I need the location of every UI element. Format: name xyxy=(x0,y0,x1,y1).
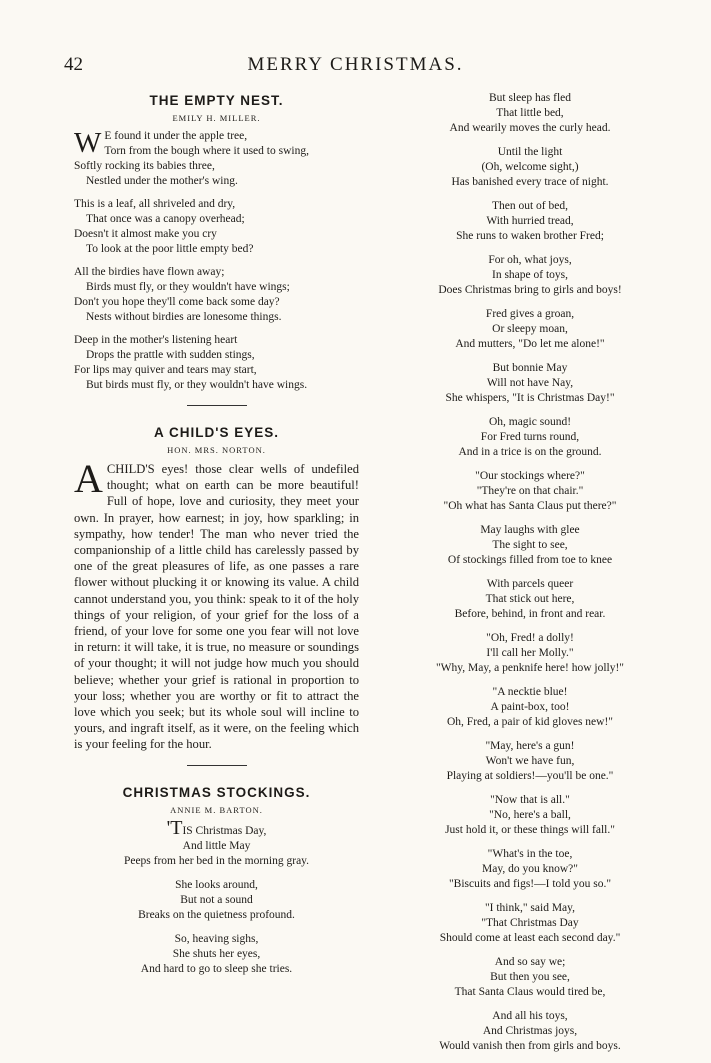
verse-line: Then out of bed, xyxy=(491,200,568,212)
verse-line: "A necktie blue! xyxy=(492,686,568,698)
verse-line: But sleep has fled xyxy=(488,92,572,104)
verse-line: Peeps from her bed in the morning gray. xyxy=(123,854,310,867)
stanza xyxy=(410,955,650,1000)
section-divider xyxy=(187,405,247,406)
verse-line: "Our stockings where?" xyxy=(475,470,585,482)
verse-line: Breaks on the quietness profound. xyxy=(138,908,295,921)
verse-line: She whispers, "It is Christmas Day!" xyxy=(445,392,615,404)
stanza xyxy=(410,739,650,784)
poem-title-empty-nest: THE EMPTY NEST. xyxy=(149,93,284,108)
verse-line: With parcels queer xyxy=(486,578,574,590)
verse-line: Should come at least each second day." xyxy=(439,932,621,944)
stanza xyxy=(410,523,650,568)
verse-line: That stick out here, xyxy=(485,593,575,605)
poem-christmas-stockings-part1 xyxy=(74,816,359,977)
stanza xyxy=(410,415,650,460)
verse-line: Would vanish then from girls and boys. xyxy=(439,1040,621,1052)
verse-line: And so say we; xyxy=(494,956,566,968)
section-divider xyxy=(187,765,247,766)
verse-line: And in a trice is on the ground. xyxy=(458,446,602,458)
author-empty-nest: EMILY H. MILLER. xyxy=(172,113,261,123)
verse-line: The sight to see, xyxy=(492,539,568,551)
stanza xyxy=(410,361,650,406)
page-header xyxy=(0,54,711,78)
drop-cap: 'T xyxy=(166,816,183,839)
verse-line: Softly rocking its babies three, xyxy=(74,160,215,172)
poem-title-christmas-stockings: CHRISTMAS STOCKINGS. xyxy=(122,784,311,800)
verse-line: And little May xyxy=(182,839,251,852)
left-column xyxy=(74,92,359,986)
running-title: MERRY CHRISTMAS. xyxy=(247,54,464,75)
verse-line: And Christmas joys, xyxy=(482,1025,578,1037)
essay-text: CHILD'S eyes! those clear wells of undefiled thought; what on earth can be more beautiful! Full of hope, love and curiosity, they meet your own. In prayer, how earnest; in joy, how sparkling; in sympathy, how tender! The man who never tried the companionship of a little child has carelessly passed by one of the great pleasures of life, as one passes a rare flower without plucking it or knowing its value. A child cannot understand you, you think: speak to it of the holy things of your religion, of your grief for the loss of a friend, of your love for some one you fear will not love in return: it will take, it is true, no measure or soundings of your thought; it will not judge how much you should believe; whether your grief is rational in proportion to your loss; whether you are worthy or fit to attract the love which you seek; but its whole soul will incline to yours, and ingraft itself, as it were, on the feeling which is your feeling for the hour. xyxy=(74,462,359,752)
verse-line: For Fred turns round, xyxy=(480,431,580,443)
stanza xyxy=(410,685,650,730)
stanza xyxy=(74,878,359,923)
verse-line: "Why, May, a penknife here! how jolly!" xyxy=(435,662,624,674)
essay-childs-eyes xyxy=(74,456,359,753)
verse-line: And all his toys, xyxy=(492,1010,568,1022)
verse-line: Don't you hope they'll come back some day? xyxy=(74,296,280,308)
stanza xyxy=(74,129,359,189)
stanza xyxy=(410,307,650,352)
verse-line: Until the light xyxy=(497,146,563,158)
stanza xyxy=(410,631,650,676)
verse-line: A paint-box, too! xyxy=(490,701,570,713)
verse-line: In shape of toys, xyxy=(491,269,568,281)
stanza xyxy=(410,91,650,136)
poem-empty-nest xyxy=(74,129,359,393)
stanza xyxy=(410,901,650,946)
verse-line: She looks around, xyxy=(175,878,258,891)
verse-line: Has banished every trace of night. xyxy=(451,176,609,188)
verse-line: She runs to waken brother Fred; xyxy=(456,230,604,242)
verse-line: That Santa Claus would tired be, xyxy=(454,986,606,998)
stanza xyxy=(410,469,650,514)
verse-line: Doesn't it almost make you cry xyxy=(74,228,217,240)
verse-line: She shuts her eyes, xyxy=(172,947,261,960)
verse-line: "That Christmas Day xyxy=(481,917,579,929)
verse-text: IS Christmas Day, xyxy=(182,824,267,837)
verse-line: Won't we have fun, xyxy=(485,755,575,767)
author-childs-eyes: HON. MRS. NORTON. xyxy=(167,445,266,455)
stanza xyxy=(74,333,359,393)
verse-line: "No, here's a ball, xyxy=(489,809,571,821)
verse-line: May laughs with glee xyxy=(480,524,580,536)
stanza xyxy=(410,253,650,298)
verse-line: "Oh, Fred! a dolly! xyxy=(486,632,574,644)
verse-line: "Oh what has Santa Claus put there?" xyxy=(443,500,617,512)
verse-line: (Oh, welcome sight,) xyxy=(481,161,579,173)
verse-line: All the birdies have flown away; xyxy=(74,266,225,278)
verse-line: That little bed, xyxy=(496,107,564,119)
essay-title-childs-eyes: A CHILD'S EYES. xyxy=(154,425,279,440)
verse-line: Will not have Nay, xyxy=(486,377,574,389)
stanza xyxy=(410,577,650,622)
verse-line: But not a sound xyxy=(180,893,253,906)
verse-line: "I think," said May, xyxy=(484,902,576,914)
verse-line: So, heaving sighs, xyxy=(174,932,259,945)
verse-line: But then you see, xyxy=(490,971,570,983)
verse-line: Of stockings filled from toe to knee xyxy=(447,554,613,566)
verse-line: Playing at soldiers!—you'll be one." xyxy=(446,770,614,782)
verse-line: I'll call her Molly." xyxy=(486,647,574,659)
stanza xyxy=(74,932,359,977)
verse-line: Drops the prattle with sudden stings, xyxy=(86,349,255,361)
verse-line: Or sleepy moan, xyxy=(492,323,568,335)
stanza xyxy=(410,847,650,892)
right-column xyxy=(410,91,650,1063)
verse-line: For oh, what joys, xyxy=(488,254,572,266)
stanza xyxy=(74,816,359,869)
stanza xyxy=(410,145,650,190)
stanza xyxy=(74,197,359,257)
verse-line: Just hold it, or these things will fall." xyxy=(445,824,615,836)
verse-line: Deep in the mother's listening heart xyxy=(74,334,238,346)
stanza xyxy=(410,793,650,838)
stanza xyxy=(410,1009,650,1054)
verse-line: To look at the poor little empty bed? xyxy=(86,243,254,255)
page-number: 42 xyxy=(64,54,83,75)
verse-line: Nestled under the mother's wing. xyxy=(86,175,238,187)
verse-line: With hurried tread, xyxy=(486,215,574,227)
verse-line: That once was a canopy overhead; xyxy=(86,213,245,225)
verse-line: Before, behind, in front and rear. xyxy=(454,608,606,620)
verse-line: "Biscuits and figs!—I told you so." xyxy=(448,878,612,890)
verse-line: And wearily moves the curly head. xyxy=(449,122,611,134)
verse-line: "Now that is all." xyxy=(490,794,570,806)
verse-line: Torn from the bough where it used to swing, xyxy=(104,145,309,157)
drop-cap: W xyxy=(74,127,102,159)
verse-line: Oh, Fred, a pair of kid gloves new!" xyxy=(447,716,613,728)
verse-line: "They're on that chair." xyxy=(476,485,584,497)
author-christmas-stockings: ANNIE M. BARTON. xyxy=(170,804,263,815)
verse-line: But birds must fly, or they wouldn't have wings. xyxy=(86,379,308,391)
stanza xyxy=(410,199,650,244)
verse-line: May, do you know?" xyxy=(482,863,578,875)
verse-line: "May, here's a gun! xyxy=(485,740,575,752)
verse-line xyxy=(74,816,359,839)
verse-line: Birds must fly, or they wouldn't have wings; xyxy=(86,281,290,293)
stanza xyxy=(74,265,359,325)
verse-line: This is a leaf, all shriveled and dry, xyxy=(74,198,236,210)
verse-line: "What's in the toe, xyxy=(487,848,573,860)
verse-line: And mutters, "Do let me alone!" xyxy=(455,338,605,350)
verse-line: But bonnie May xyxy=(492,362,568,374)
verse-line: Nests without birdies are lonesome things. xyxy=(86,311,282,323)
verse-line: For lips may quiver and tears may start, xyxy=(74,364,257,376)
drop-cap: A xyxy=(74,456,103,501)
verse-line: Oh, magic sound! xyxy=(488,416,572,428)
verse-line: Fred gives a groan, xyxy=(485,308,575,320)
verse-line: And hard to go to sleep she tries. xyxy=(140,962,293,975)
verse-line: E found it under the apple tree, xyxy=(104,130,248,142)
verse-line: Does Christmas bring to girls and boys! xyxy=(438,284,622,296)
